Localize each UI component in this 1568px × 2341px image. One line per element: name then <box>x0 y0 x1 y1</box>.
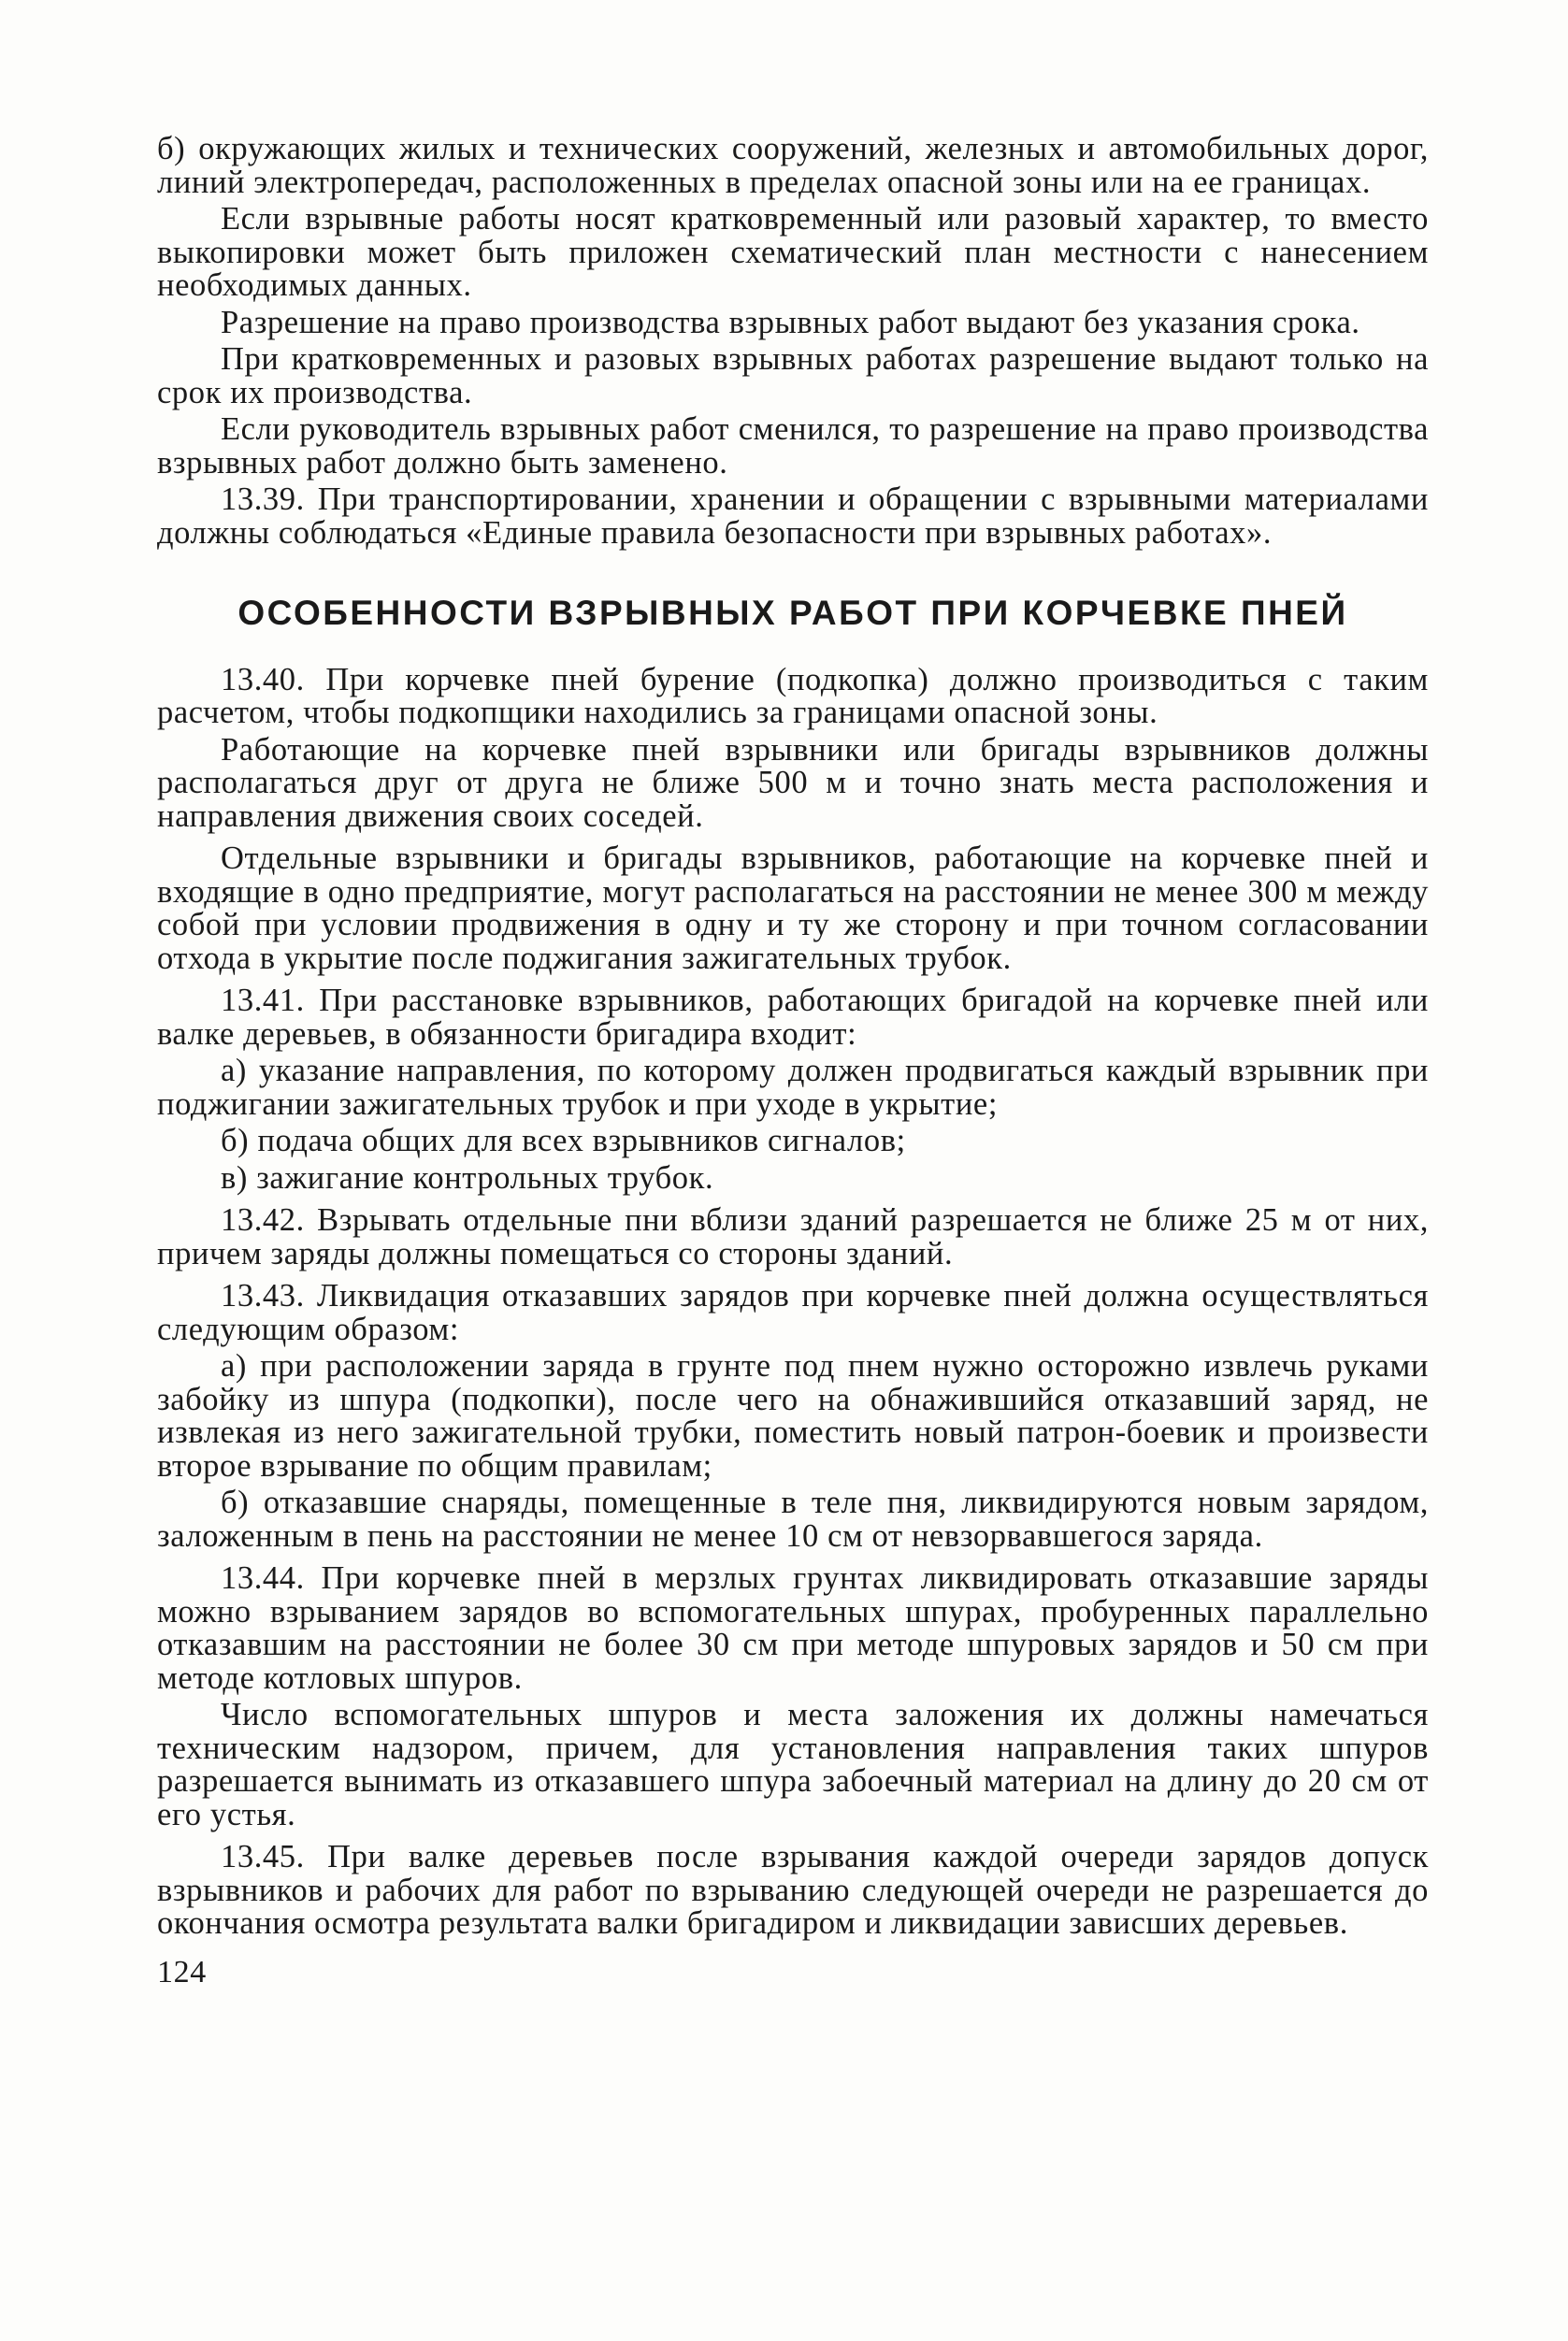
paragraph: При кратковременных и разовых взрывных работах разрешение выдают только на срок их производства. <box>157 341 1429 410</box>
paragraph: Разрешение на право производства взрывных работ выдают без указания срока. <box>221 304 1360 340</box>
paragraph-13-43: 13.43. Ликвидация отказавших зарядов при корчевке пней должна осуществляться следующим образом: <box>157 1278 1429 1347</box>
paragraph: Число вспомогательных шпуров и места заложения их должны намечаться техническим надзором, причем, для установления направления таких шпуров разрешается вынимать из отказавшего шпура забоечный материал на длину до 20 см от его устья. <box>157 1697 1429 1832</box>
paragraph-13-44: 13.44. При корчевке пней в мерзлых грунтах ликвидировать отказавшие заряды можно взрыванием зарядов во вспомогательных шпурах, пробуренных параллельно отказавшим на расстоянии не более 30 см при методе шпуровых зарядов и 50 см при методе котловых шпуров. <box>157 1560 1429 1696</box>
section-heading: ОСОБЕННОСТИ ВЗРЫВНЫХ РАБОТ ПРИ КОРЧЕВКЕ ПНЕЙ <box>237 594 1348 632</box>
paragraph: Отдельные взрывники и бригады взрывников, работающие на корчевке пней и входящие в одно предприятие, могут располагаться на расстоянии не менее 300 м между собой при условии продвижения в одну и ту же сторону и при точном согласовании отхода в укрытие после поджигания зажигательных трубок. <box>157 840 1429 976</box>
paragraph-13-40: 13.40. При корчевке пней бурение (подкопка) должно производиться с таким расчетом, чтобы подкопщики находились за границами опасной зоны. <box>157 661 1429 730</box>
list-item-a: а) указание направления, по которому должен продвигаться каждый взрывник при поджигании зажигательных трубок и при уходе в укрытие; <box>157 1053 1429 1122</box>
list-item-a: а) при расположении заряда в грунте под пнем нужно осторожно извлечь руками забойку из шпура (подкопки), после чего на обнажившийся отказавший заряд, не извлекая из него зажигательной трубки, поместить новый патрон-боевик и произвести второе взрывание по общим правилам; <box>157 1348 1429 1484</box>
paragraph-13-45: 13.45. При валке деревьев после взрывания каждой очереди зарядов допуск взрывников и рабочих для работ по взрыванию следующей очереди не разрешается до окончания осмотра результата валки бригадиром и ликвидации зависших деревьев. <box>157 1839 1429 1941</box>
paragraph: б) окружающих жилых и технических сооружений, железных и автомобильных дорог, линий электропередач, расположенных в пределах опасной зоны или на ее границах. <box>157 131 1429 200</box>
document-page <box>157 133 1429 1989</box>
list-item-b: б) отказавшие снаряды, помещенные в теле пня, ликвидируются новым зарядом, заложенным в пень на расстоянии не менее 10 см от невзорвавшегося заряда. <box>157 1485 1429 1554</box>
list-item-c: в) зажигание контрольных трубок. <box>221 1159 714 1196</box>
paragraph: 13.39. При транспортировании, хранении и обращении с взрывными материалами должны соблюдаться «Единые правила безопасности при взрывных работах». <box>157 481 1429 551</box>
list-item-b: б) подача общих для всех взрывников сигналов; <box>221 1123 906 1158</box>
paragraph-13-41: 13.41. При расстановке взрывников, работающих бригадой на корчевке пней или валке деревьев, в обязанности бригадира входит: <box>157 983 1429 1052</box>
page-number: 124 <box>157 1954 207 1989</box>
paragraph: Если руководитель взрывных работ сменился, то разрешение на право производства взрывных работ должно быть заменено. <box>157 411 1429 481</box>
paragraph: Если взрывные работы носят кратковременный или разовый характер, то вместо выкопировки может быть приложен схематический план местности с нанесением необходимых данных. <box>157 201 1429 303</box>
paragraph-13-42: 13.42. Взрывать отдельные пни вблизи зданий разрешается не ближе 25 м от них, причем заряды должны помещаться со стороны зданий. <box>157 1202 1429 1271</box>
paragraph: Работающие на корчевке пней взрывники или бригады взрывников должны располагаться друг от друга не ближе 500 м и точно знать места расположения и направления движения своих соседей. <box>157 731 1429 834</box>
